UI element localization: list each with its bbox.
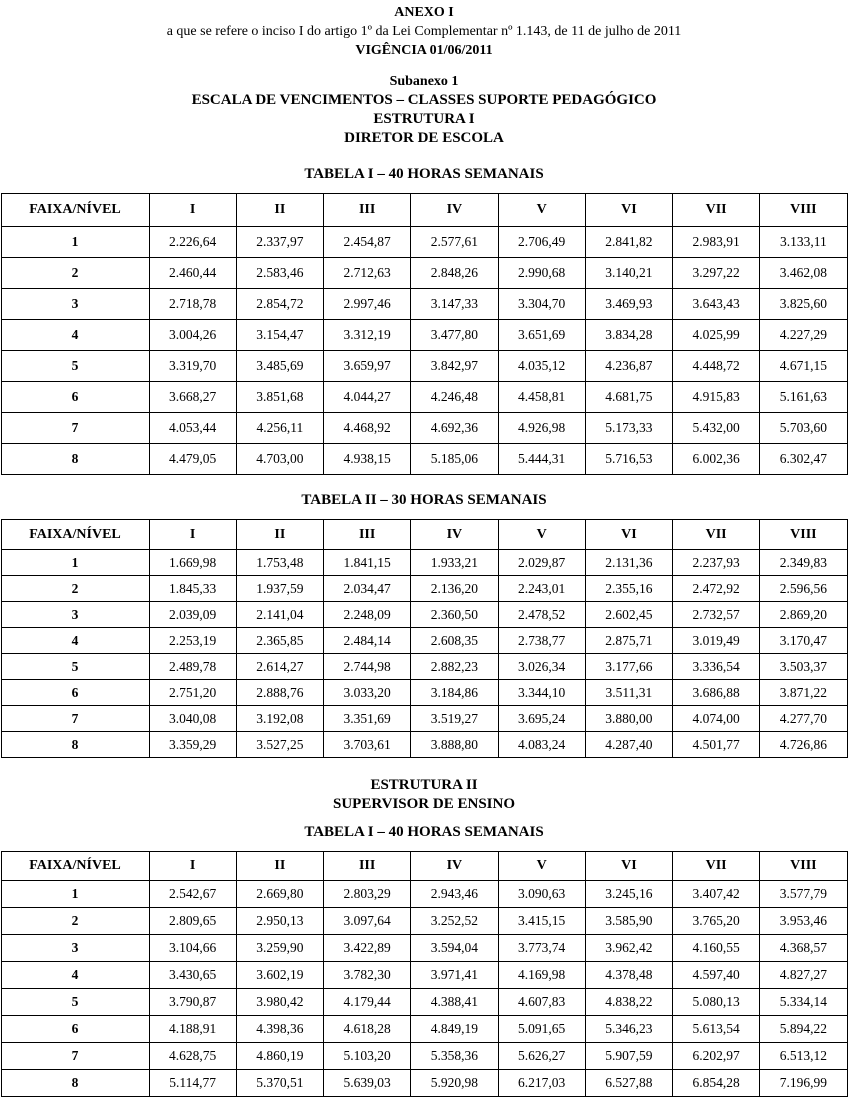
row-label: 2	[1, 258, 149, 289]
salary-cell: 4.256,11	[236, 413, 323, 444]
salary-cell: 6.513,12	[760, 1043, 847, 1070]
salary-cell: 2.669,80	[236, 881, 323, 908]
salary-cell: 4.926,98	[498, 413, 585, 444]
row-label: 1	[1, 227, 149, 258]
salary-cell: 3.585,90	[585, 908, 672, 935]
row-label: 7	[1, 413, 149, 444]
salary-cell: 2.950,13	[236, 908, 323, 935]
salary-cell: 4.160,55	[673, 935, 760, 962]
table-row	[1, 628, 847, 654]
column-header: V	[498, 852, 585, 881]
salary-cell: 3.422,89	[324, 935, 411, 962]
salary-cell: 3.430,65	[149, 962, 236, 989]
column-header: VIII	[760, 520, 847, 550]
salary-cell: 3.503,37	[760, 654, 847, 680]
salary-cell: 2.542,67	[149, 881, 236, 908]
salary-cell: 3.773,74	[498, 935, 585, 962]
salary-cell: 5.080,13	[673, 989, 760, 1016]
salary-cell: 3.469,93	[585, 289, 672, 320]
salary-cell: 5.894,22	[760, 1016, 847, 1043]
salary-cell: 3.842,97	[411, 351, 498, 382]
table-row	[1, 227, 847, 258]
salary-cell: 6.217,03	[498, 1070, 585, 1097]
salary-cell: 2.869,20	[760, 602, 847, 628]
salary-cell: 3.519,27	[411, 706, 498, 732]
salary-cell: 2.841,82	[585, 227, 672, 258]
salary-cell: 3.871,22	[760, 680, 847, 706]
salary-cell: 3.765,20	[673, 908, 760, 935]
salary-cell: 4.915,83	[673, 382, 760, 413]
row-label: 6	[1, 1016, 149, 1043]
salary-cell: 3.643,43	[673, 289, 760, 320]
salary-cell: 2.360,50	[411, 602, 498, 628]
salary-cell: 3.695,24	[498, 706, 585, 732]
salary-cell: 4.827,27	[760, 962, 847, 989]
salary-cell: 2.484,14	[324, 628, 411, 654]
salary-cell: 2.602,45	[585, 602, 672, 628]
salary-cell: 4.726,86	[760, 732, 847, 758]
column-header: I	[149, 520, 236, 550]
corner-header: FAIXA/NÍVEL	[1, 852, 149, 881]
salary-cell: 4.368,57	[760, 935, 847, 962]
table-row	[1, 654, 847, 680]
column-header: III	[324, 194, 411, 227]
table-header-row	[1, 520, 847, 550]
salary-cell: 3.602,19	[236, 962, 323, 989]
salary-cell: 4.169,98	[498, 962, 585, 989]
table-1-title: TABELA I – 40 HORAS SEMANAIS	[304, 166, 544, 182]
salary-cell: 4.236,87	[585, 351, 672, 382]
salary-cell: 6.302,47	[760, 444, 847, 475]
salary-cell: 2.253,19	[149, 628, 236, 654]
salary-cell: 2.454,87	[324, 227, 411, 258]
salary-cell: 3.527,25	[236, 732, 323, 758]
table-row	[1, 989, 847, 1016]
salary-cell: 3.147,33	[411, 289, 498, 320]
salary-cell: 3.040,08	[149, 706, 236, 732]
column-header: VI	[585, 520, 672, 550]
salary-cell: 2.248,09	[324, 602, 411, 628]
table-row	[1, 320, 847, 351]
salary-table-diretor-40h	[1, 193, 848, 475]
spacer	[0, 60, 848, 72]
salary-cell: 4.479,05	[149, 444, 236, 475]
salary-cell: 6.527,88	[585, 1070, 672, 1097]
column-header: IV	[411, 194, 498, 227]
salary-cell: 5.173,33	[585, 413, 672, 444]
salary-cell: 4.246,48	[411, 382, 498, 413]
salary-cell: 3.259,90	[236, 935, 323, 962]
salary-cell: 4.277,70	[760, 706, 847, 732]
salary-cell: 3.104,66	[149, 935, 236, 962]
salary-cell: 3.090,63	[498, 881, 585, 908]
row-label: 2	[1, 576, 149, 602]
salary-cell: 3.184,86	[411, 680, 498, 706]
table-2-title: TABELA II – 30 HORAS SEMANAIS	[301, 492, 547, 508]
salary-cell: 3.252,52	[411, 908, 498, 935]
salary-cell: 3.686,88	[673, 680, 760, 706]
row-label: 3	[1, 935, 149, 962]
salary-cell: 2.990,68	[498, 258, 585, 289]
salary-cell: 5.444,31	[498, 444, 585, 475]
salary-cell: 1.841,15	[324, 550, 411, 576]
table-row	[1, 382, 847, 413]
salary-cell: 2.718,78	[149, 289, 236, 320]
column-header: IV	[411, 520, 498, 550]
salary-cell: 4.692,36	[411, 413, 498, 444]
table-header-row	[1, 852, 847, 881]
salary-cell: 3.133,11	[760, 227, 847, 258]
table-3-title: TABELA I – 40 HORAS SEMANAIS	[304, 824, 544, 840]
row-label: 5	[1, 351, 149, 382]
salary-cell: 3.192,08	[236, 706, 323, 732]
document-validity: VIGÊNCIA 01/06/2011	[355, 43, 493, 58]
salary-cell: 3.668,27	[149, 382, 236, 413]
salary-cell: 3.359,29	[149, 732, 236, 758]
salary-cell: 4.628,75	[149, 1043, 236, 1070]
salary-cell: 3.004,26	[149, 320, 236, 351]
column-header: IV	[411, 852, 498, 881]
salary-cell: 2.141,04	[236, 602, 323, 628]
salary-cell: 2.614,27	[236, 654, 323, 680]
position-2-title: SUPERVISOR DE ENSINO	[332, 796, 515, 812]
salary-cell: 3.019,49	[673, 628, 760, 654]
column-header: VIII	[760, 852, 847, 881]
salary-cell: 5.185,06	[411, 444, 498, 475]
salary-cell: 6.002,36	[673, 444, 760, 475]
salary-cell: 4.448,72	[673, 351, 760, 382]
salary-cell: 4.860,19	[236, 1043, 323, 1070]
salary-cell: 2.243,01	[498, 576, 585, 602]
salary-cell: 2.875,71	[585, 628, 672, 654]
table-header-row	[1, 194, 847, 227]
salary-cell: 3.026,34	[498, 654, 585, 680]
table-row	[1, 289, 847, 320]
salary-cell: 5.370,51	[236, 1070, 323, 1097]
salary-cell: 2.237,93	[673, 550, 760, 576]
salary-cell: 4.618,28	[324, 1016, 411, 1043]
column-header: II	[236, 194, 323, 227]
salary-cell: 4.681,75	[585, 382, 672, 413]
salary-cell: 2.732,57	[673, 602, 760, 628]
row-label: 1	[1, 881, 149, 908]
table-row	[1, 1070, 847, 1097]
salary-cell: 2.131,36	[585, 550, 672, 576]
salary-cell: 3.511,31	[585, 680, 672, 706]
table-row	[1, 908, 847, 935]
column-header: V	[498, 520, 585, 550]
salary-cell: 5.346,23	[585, 1016, 672, 1043]
salary-cell: 3.344,10	[498, 680, 585, 706]
table-row	[1, 413, 847, 444]
salary-cell: 3.245,16	[585, 881, 672, 908]
salary-cell: 4.378,48	[585, 962, 672, 989]
table-row	[1, 962, 847, 989]
table-row	[1, 1016, 847, 1043]
salary-cell: 3.577,79	[760, 881, 847, 908]
table-row	[1, 935, 847, 962]
column-header: II	[236, 852, 323, 881]
table-row	[1, 576, 847, 602]
salary-cell: 1.933,21	[411, 550, 498, 576]
salary-cell: 2.136,20	[411, 576, 498, 602]
salary-cell: 4.703,00	[236, 444, 323, 475]
column-header: V	[498, 194, 585, 227]
table-row	[1, 550, 847, 576]
salary-cell: 3.154,47	[236, 320, 323, 351]
salary-cell: 4.398,36	[236, 1016, 323, 1043]
salary-cell: 3.477,80	[411, 320, 498, 351]
salary-cell: 2.349,83	[760, 550, 847, 576]
salary-cell: 2.337,97	[236, 227, 323, 258]
salary-cell: 2.803,29	[324, 881, 411, 908]
salary-cell: 4.179,44	[324, 989, 411, 1016]
row-label: 5	[1, 654, 149, 680]
row-label: 8	[1, 732, 149, 758]
salary-cell: 1.669,98	[149, 550, 236, 576]
salary-cell: 2.854,72	[236, 289, 323, 320]
salary-cell: 3.351,69	[324, 706, 411, 732]
table-row	[1, 732, 847, 758]
salary-cell: 5.626,27	[498, 1043, 585, 1070]
salary-cell: 2.751,20	[149, 680, 236, 706]
salary-cell: 4.188,91	[149, 1016, 236, 1043]
salary-cell: 2.472,92	[673, 576, 760, 602]
corner-header: FAIXA/NÍVEL	[1, 194, 149, 227]
salary-cell: 2.029,87	[498, 550, 585, 576]
salary-cell: 4.671,15	[760, 351, 847, 382]
salary-cell: 2.478,52	[498, 602, 585, 628]
table-row	[1, 258, 847, 289]
salary-cell: 3.485,69	[236, 351, 323, 382]
salary-cell: 4.607,83	[498, 989, 585, 1016]
salary-cell: 2.226,64	[149, 227, 236, 258]
salary-cell: 3.825,60	[760, 289, 847, 320]
salary-cell: 3.834,28	[585, 320, 672, 351]
salary-table-diretor-30h	[1, 519, 848, 758]
salary-cell: 2.034,47	[324, 576, 411, 602]
salary-cell: 3.462,08	[760, 258, 847, 289]
salary-cell: 2.039,09	[149, 602, 236, 628]
column-header: III	[324, 520, 411, 550]
salary-cell: 3.594,04	[411, 935, 498, 962]
salary-cell: 4.083,24	[498, 732, 585, 758]
document-title: ANEXO I	[394, 5, 454, 20]
salary-cell: 3.980,42	[236, 989, 323, 1016]
column-header: VI	[585, 194, 672, 227]
salary-cell: 2.706,49	[498, 227, 585, 258]
table-row	[1, 351, 847, 382]
salary-cell: 4.035,12	[498, 351, 585, 382]
salary-cell: 3.953,46	[760, 908, 847, 935]
salary-cell: 5.432,00	[673, 413, 760, 444]
salary-cell: 3.651,69	[498, 320, 585, 351]
subannex-title: Subanexo 1	[389, 74, 459, 89]
table-row	[1, 881, 847, 908]
salary-cell: 1.937,59	[236, 576, 323, 602]
salary-cell: 3.782,30	[324, 962, 411, 989]
salary-cell: 3.703,61	[324, 732, 411, 758]
salary-cell: 5.920,98	[411, 1070, 498, 1097]
document-reference: a que se refere o inciso I do artigo 1º da Lei Complementar nº 1.143, de 11 de julho de 2011	[166, 24, 682, 39]
salary-cell: 3.888,80	[411, 732, 498, 758]
row-label: 5	[1, 989, 149, 1016]
row-label: 7	[1, 706, 149, 732]
salary-cell: 4.388,41	[411, 989, 498, 1016]
row-label: 8	[1, 1070, 149, 1097]
salary-cell: 5.334,14	[760, 989, 847, 1016]
column-header: VII	[673, 194, 760, 227]
salary-cell: 5.716,53	[585, 444, 672, 475]
corner-header: FAIXA/NÍVEL	[1, 520, 149, 550]
row-label: 4	[1, 628, 149, 654]
column-header: II	[236, 520, 323, 550]
salary-cell: 3.880,00	[585, 706, 672, 732]
table-row	[1, 444, 847, 475]
column-header: III	[324, 852, 411, 881]
salary-cell: 2.596,56	[760, 576, 847, 602]
salary-cell: 2.809,65	[149, 908, 236, 935]
row-label: 4	[1, 320, 149, 351]
salary-cell: 4.938,15	[324, 444, 411, 475]
salary-cell: 5.703,60	[760, 413, 847, 444]
salary-cell: 3.312,19	[324, 320, 411, 351]
scale-title: ESCALA DE VENCIMENTOS – CLASSES SUPORTE PEDAGÓGICO	[191, 92, 657, 108]
salary-cell: 5.613,54	[673, 1016, 760, 1043]
salary-cell: 2.983,91	[673, 227, 760, 258]
salary-cell: 2.365,85	[236, 628, 323, 654]
salary-cell: 5.161,63	[760, 382, 847, 413]
salary-cell: 5.639,03	[324, 1070, 411, 1097]
column-header: VII	[673, 852, 760, 881]
salary-cell: 2.744,98	[324, 654, 411, 680]
salary-cell: 3.407,42	[673, 881, 760, 908]
salary-cell: 2.738,77	[498, 628, 585, 654]
salary-cell: 5.358,36	[411, 1043, 498, 1070]
salary-cell: 4.044,27	[324, 382, 411, 413]
salary-cell: 3.177,66	[585, 654, 672, 680]
salary-cell: 2.712,63	[324, 258, 411, 289]
salary-cell: 1.845,33	[149, 576, 236, 602]
salary-cell: 2.577,61	[411, 227, 498, 258]
salary-cell: 4.053,44	[149, 413, 236, 444]
salary-cell: 2.489,78	[149, 654, 236, 680]
salary-cell: 2.460,44	[149, 258, 236, 289]
salary-cell: 4.597,40	[673, 962, 760, 989]
table-row	[1, 602, 847, 628]
salary-cell: 5.907,59	[585, 1043, 672, 1070]
salary-cell: 4.074,00	[673, 706, 760, 732]
column-header: I	[149, 194, 236, 227]
row-label: 7	[1, 1043, 149, 1070]
salary-cell: 2.888,76	[236, 680, 323, 706]
salary-cell: 6.854,28	[673, 1070, 760, 1097]
structure-1-title: ESTRUTURA I	[373, 111, 475, 127]
salary-cell: 7.196,99	[760, 1070, 847, 1097]
salary-cell: 4.501,77	[673, 732, 760, 758]
salary-cell: 1.753,48	[236, 550, 323, 576]
row-label: 6	[1, 382, 149, 413]
salary-cell: 4.287,40	[585, 732, 672, 758]
salary-cell: 3.336,54	[673, 654, 760, 680]
table-row	[1, 706, 847, 732]
salary-cell: 5.103,20	[324, 1043, 411, 1070]
salary-cell: 2.882,23	[411, 654, 498, 680]
column-header: I	[149, 852, 236, 881]
table-row	[1, 1043, 847, 1070]
row-label: 3	[1, 602, 149, 628]
row-label: 2	[1, 908, 149, 935]
salary-cell: 4.458,81	[498, 382, 585, 413]
salary-cell: 5.114,77	[149, 1070, 236, 1097]
salary-cell: 5.091,65	[498, 1016, 585, 1043]
column-header: VII	[673, 520, 760, 550]
salary-cell: 2.943,46	[411, 881, 498, 908]
row-label: 1	[1, 550, 149, 576]
salary-cell: 4.849,19	[411, 1016, 498, 1043]
salary-cell: 2.848,26	[411, 258, 498, 289]
salary-cell: 3.170,47	[760, 628, 847, 654]
position-1-title: DIRETOR DE ESCOLA	[344, 130, 504, 146]
salary-cell: 6.202,97	[673, 1043, 760, 1070]
salary-cell: 4.227,29	[760, 320, 847, 351]
column-header: VI	[585, 852, 672, 881]
salary-cell: 3.297,22	[673, 258, 760, 289]
salary-cell: 2.997,46	[324, 289, 411, 320]
salary-cell: 4.025,99	[673, 320, 760, 351]
row-label: 8	[1, 444, 149, 475]
row-label: 4	[1, 962, 149, 989]
salary-table-supervisor-40h	[1, 851, 848, 1097]
salary-cell: 3.304,70	[498, 289, 585, 320]
salary-cell: 4.838,22	[585, 989, 672, 1016]
salary-cell: 4.468,92	[324, 413, 411, 444]
salary-cell: 2.608,35	[411, 628, 498, 654]
row-label: 6	[1, 680, 149, 706]
salary-cell: 3.790,87	[149, 989, 236, 1016]
row-label: 3	[1, 289, 149, 320]
salary-cell: 3.851,68	[236, 382, 323, 413]
salary-cell: 3.319,70	[149, 351, 236, 382]
salary-cell: 3.415,15	[498, 908, 585, 935]
salary-cell: 3.097,64	[324, 908, 411, 935]
table-row	[1, 680, 847, 706]
structure-2-title: ESTRUTURA II	[370, 777, 478, 793]
salary-cell: 3.659,97	[324, 351, 411, 382]
salary-cell: 2.583,46	[236, 258, 323, 289]
salary-cell: 3.962,42	[585, 935, 672, 962]
salary-cell: 3.140,21	[585, 258, 672, 289]
salary-cell: 2.355,16	[585, 576, 672, 602]
salary-cell: 3.971,41	[411, 962, 498, 989]
salary-cell: 3.033,20	[324, 680, 411, 706]
column-header: VIII	[760, 194, 847, 227]
spacer	[0, 148, 848, 165]
